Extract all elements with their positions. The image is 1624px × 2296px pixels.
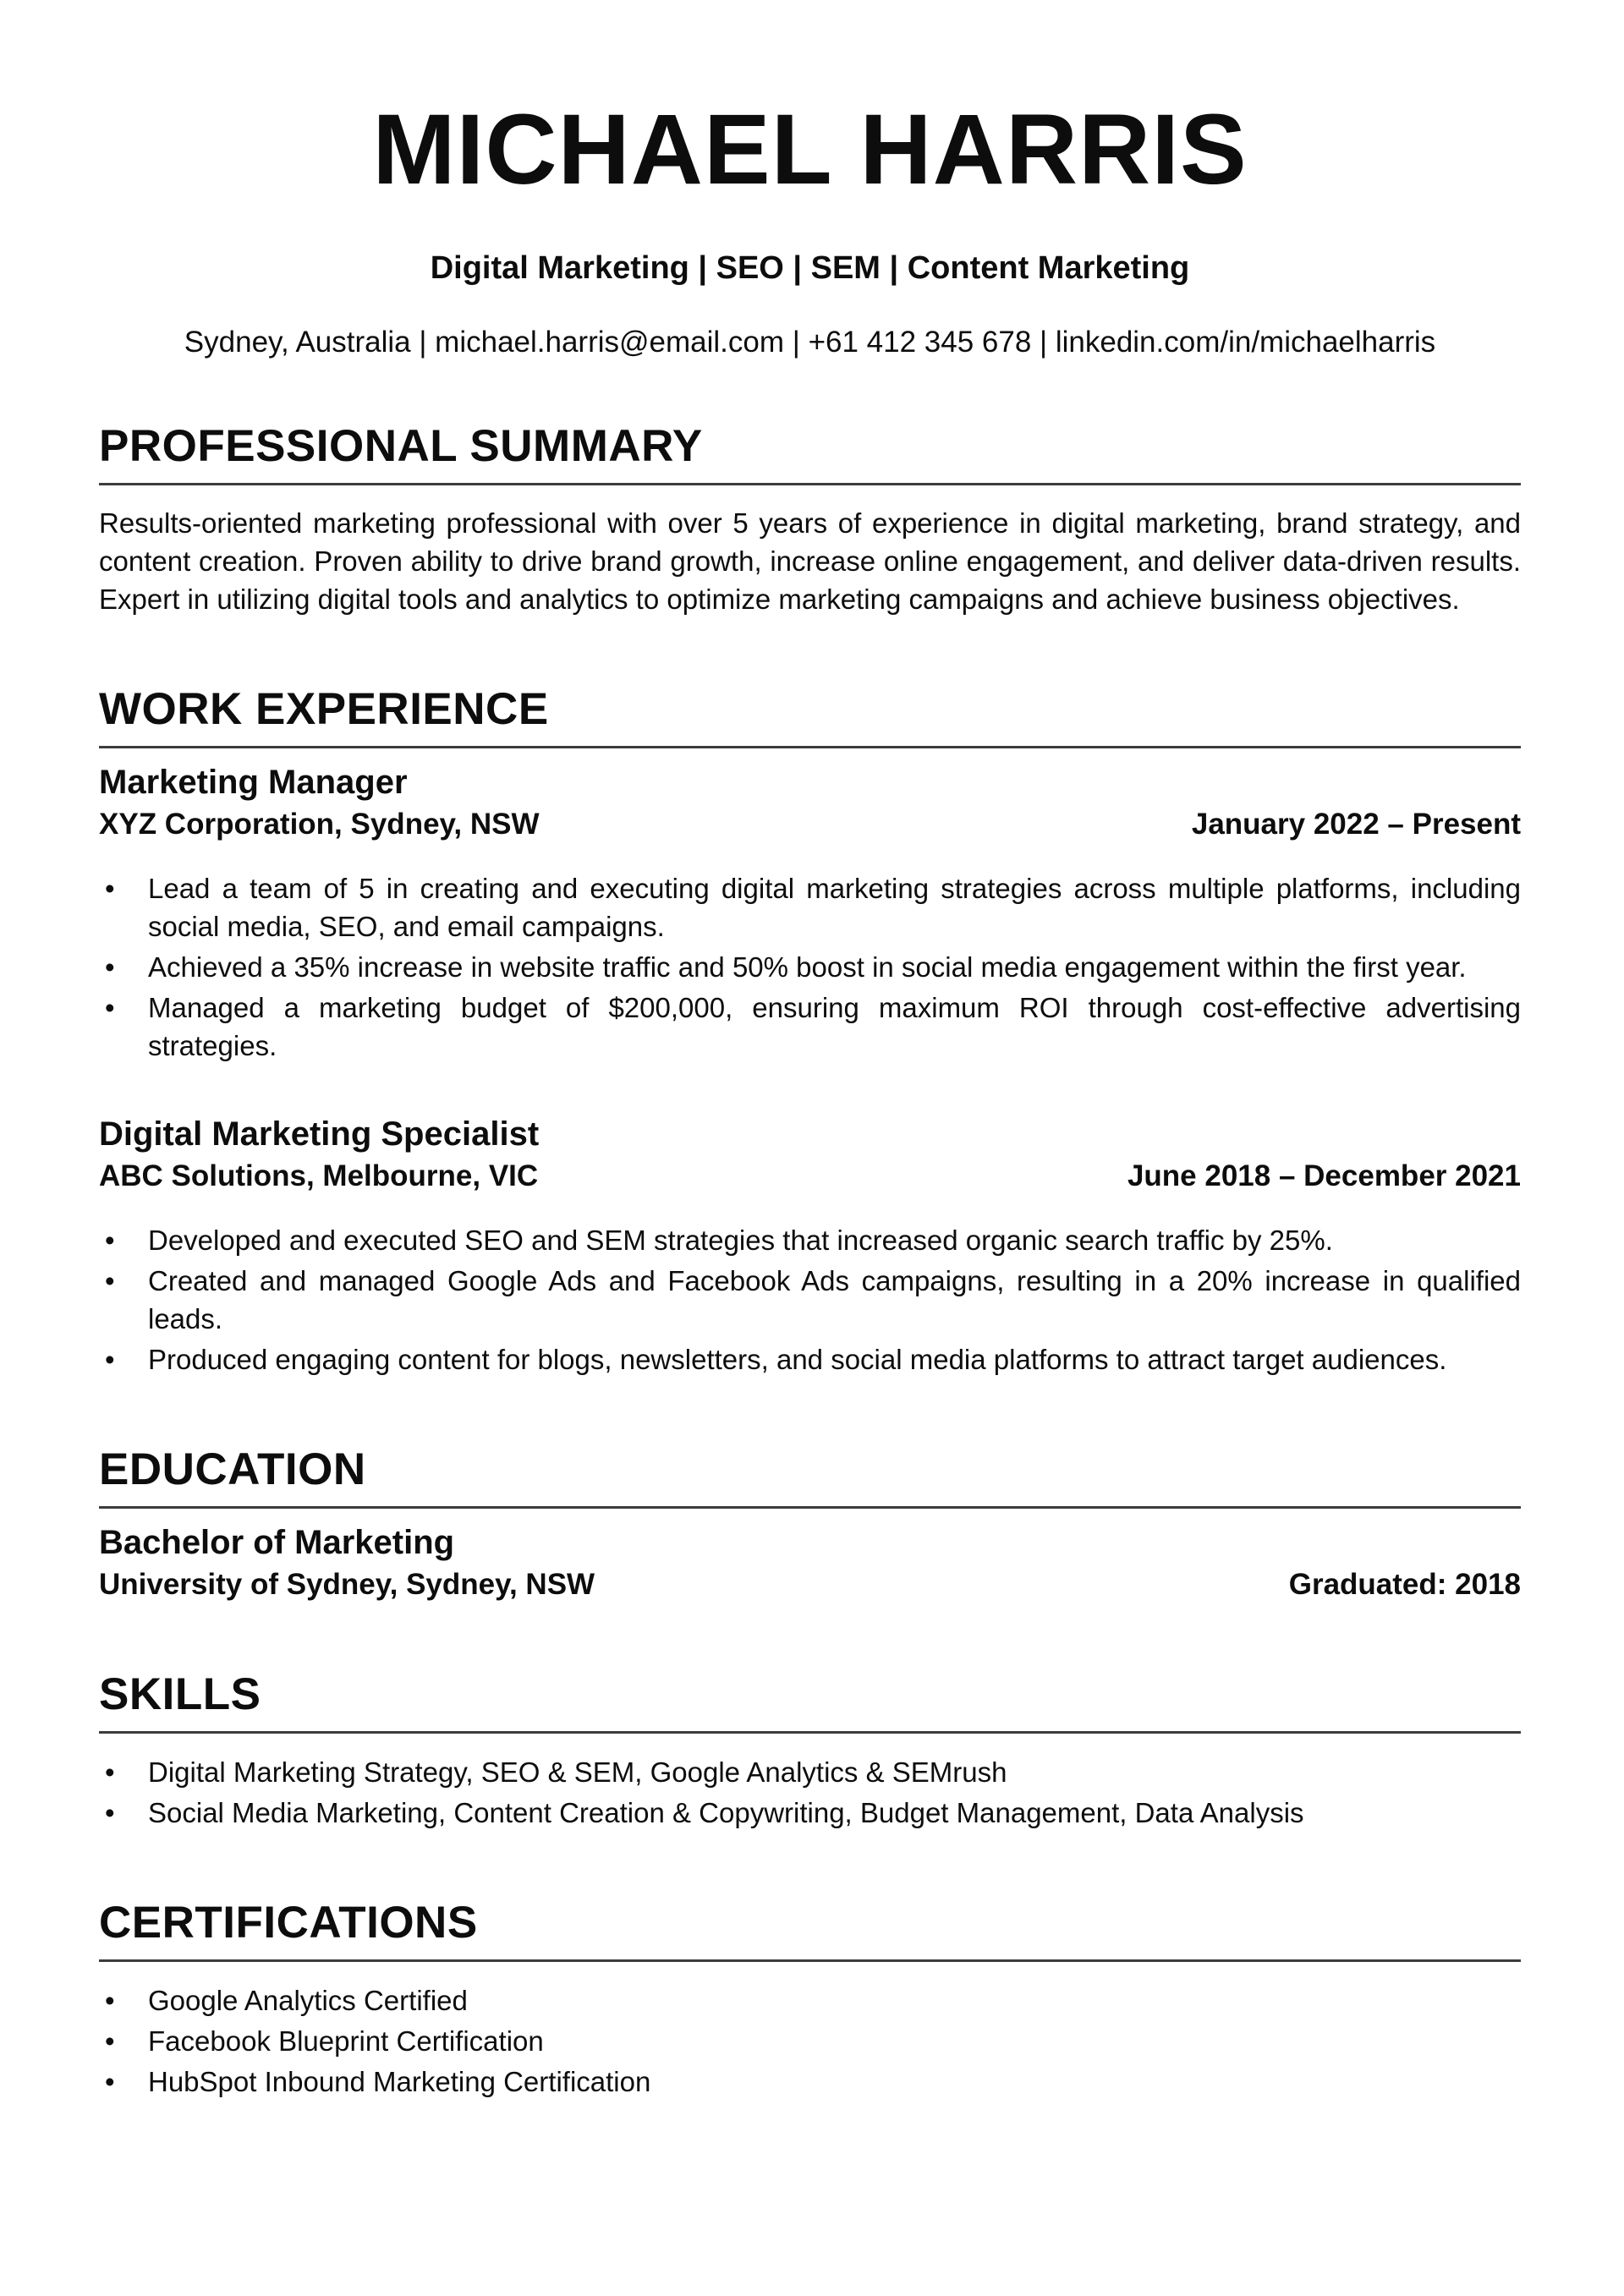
work-experience-heading: WORK EXPERIENCE	[99, 685, 1521, 748]
education-entry	[99, 1522, 1521, 1603]
education-heading: EDUCATION	[99, 1445, 1521, 1509]
job-meta-row	[99, 1158, 1521, 1195]
job-dates: June 2018 – December 2021	[1127, 1159, 1521, 1192]
section-work-experience	[99, 685, 1521, 1378]
job-title: Marketing Manager	[99, 764, 408, 801]
skills-list	[99, 1753, 1521, 1832]
job-bullet: • Lead a team of 5 in creating and executing digital marketing strategies across multiple platforms, including social media, SEO, and email campaigns.	[99, 869, 1521, 945]
job-bullet-list	[99, 1221, 1521, 1378]
section-skills	[99, 1670, 1521, 1832]
job-bullet-list	[99, 869, 1521, 1065]
job-entry-marketing-manager	[99, 762, 1521, 1065]
job-title: Digital Marketing Specialist	[99, 1115, 540, 1153]
certification-item: • Google Analytics Certified	[99, 1981, 1521, 2019]
section-professional-summary	[99, 422, 1521, 618]
job-bullet: • Managed a marketing budget of $200,000, ensuring maximum ROI through cost-effective advertising strategies.	[99, 989, 1521, 1065]
section-education	[99, 1445, 1521, 1603]
skill-item: • Digital Marketing Strategy, SEO & SEM, Google Analytics & SEMrush	[99, 1753, 1521, 1791]
certifications-list	[99, 1981, 1521, 2101]
certification-item: • Facebook Blueprint Certification	[99, 2022, 1521, 2060]
candidate-tagline: Digital Marketing | SEO | SEM | Content Marketing	[430, 250, 1190, 286]
education-degree: Bachelor of Marketing	[99, 1524, 455, 1561]
section-certifications	[99, 1899, 1521, 2101]
job-bullet: • Achieved a 35% increase in website traffic and 50% boost in social media engagement within the first year.	[99, 948, 1521, 986]
candidate-name: MICHAEL HARRIS	[372, 94, 1248, 205]
education-meta-row	[99, 1566, 1521, 1603]
education-graduation-date: Graduated: 2018	[1288, 1568, 1521, 1601]
job-meta-row	[99, 806, 1521, 843]
education-school: University of Sydney, Sydney, NSW	[99, 1568, 595, 1601]
certifications-heading: CERTIFICATIONS	[99, 1899, 1521, 1962]
skills-heading: SKILLS	[99, 1670, 1521, 1734]
job-bullet: • Produced engaging content for blogs, newsletters, and social media platforms to attract target audiences.	[99, 1340, 1521, 1378]
job-dates: January 2022 – Present	[1191, 808, 1521, 841]
contact-info-line: Sydney, Australia | michael.harris@email.com | +61 412 345 678 | linkedin.com/in/michaelharris	[184, 326, 1436, 359]
job-company: XYZ Corporation, Sydney, NSW	[99, 808, 540, 841]
professional-summary-heading: PROFESSIONAL SUMMARY	[99, 422, 1521, 485]
job-entry-digital-marketing-specialist	[99, 1114, 1521, 1378]
professional-summary-text: Results-oriented marketing professional with over 5 years of experience in digital marketing, brand strategy, and content creation. Proven ability to drive brand growth, increase online engagement, and deliver data-driven results. Expert in utilizing digital tools and analytics to optimize marketing campaigns and achieve business objectives.	[99, 507, 1521, 615]
certification-item: • HubSpot Inbound Marketing Certification	[99, 2063, 1521, 2101]
skill-item: • Social Media Marketing, Content Creation & Copywriting, Budget Management, Data Analysis	[99, 1794, 1521, 1832]
job-bullet: • Created and managed Google Ads and Facebook Ads campaigns, resulting in a 20% increase in qualified leads.	[99, 1262, 1521, 1338]
job-bullet: • Developed and executed SEO and SEM strategies that increased organic search traffic by 25%.	[99, 1221, 1521, 1259]
job-company: ABC Solutions, Melbourne, VIC	[99, 1159, 539, 1192]
